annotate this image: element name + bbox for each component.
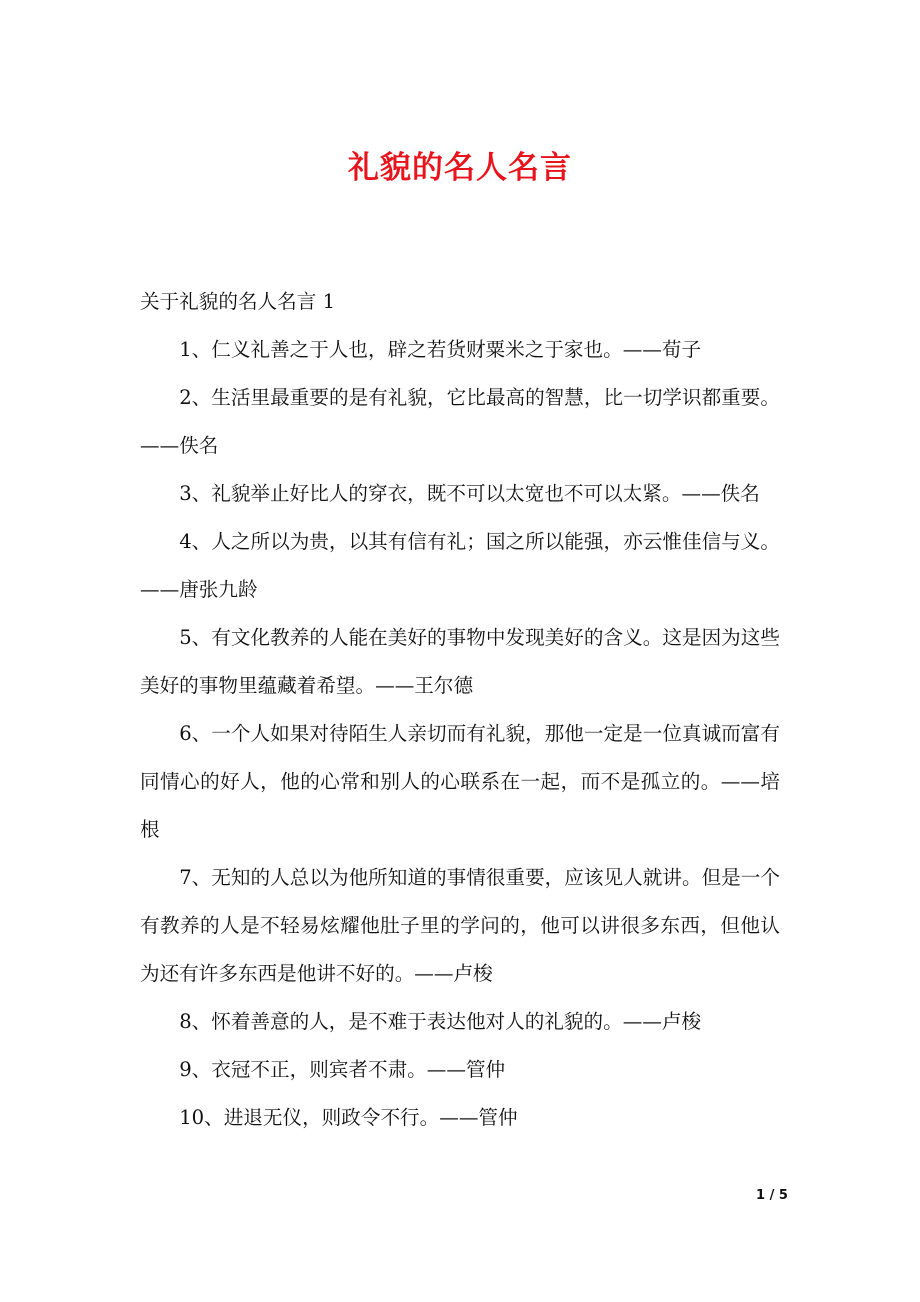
quote-item-6: 6、一个人如果对待陌生人亲切而有礼貌，那他一定是一位真诚而富有同情心的好人，他的心常和别人的心联系在一起，而不是孤立的。——培根 (140, 722, 780, 841)
page-number: 1 / 5 (756, 1188, 788, 1203)
quote-item-9: 9、衣冠不正，则宾者不肃。——管仲 (179, 1058, 506, 1081)
quote-item-8: 8、怀着善意的人，是不难于表达他对人的礼貌的。——卢梭 (179, 1010, 702, 1033)
quote-item-7: 7、无知的人总以为他所知道的事情很重要，应该见人就讲。但是一个有教养的人是不轻易炫耀他肚子里的学问的，他可以讲很多东西，但他认为还有许多东西是他讲不好的。——卢梭 (140, 866, 780, 985)
quote-item-2: 2、生活里最重要的是有礼貌，它比最高的智慧，比一切学识都重要。——佚名 (140, 386, 780, 457)
quote-item-1: 1、仁义礼善之于人也，辟之若货财粟米之于家也。——荀子 (179, 338, 702, 361)
quote-item-5: 5、有文化教养的人能在美好的事物中发现美好的含义。这是因为这些美好的事物里蕴藏着希望。——王尔德 (140, 626, 780, 697)
quote-item-4: 4、人之所以为贵，以其有信有礼；国之所以能强，亦云惟佳信与义。——唐张九龄 (140, 530, 780, 601)
document-title: 礼貌的名人名言 (348, 150, 572, 186)
section-heading: 关于礼貌的名人名言 1 (140, 290, 336, 313)
quote-item-3: 3、礼貌举止好比人的穿衣，既不可以太宽也不可以太紧。——佚名 (179, 482, 760, 505)
document-body (140, 278, 780, 1142)
quote-item-10: 10、进退无仪，则政令不行。——管仲 (179, 1106, 518, 1129)
